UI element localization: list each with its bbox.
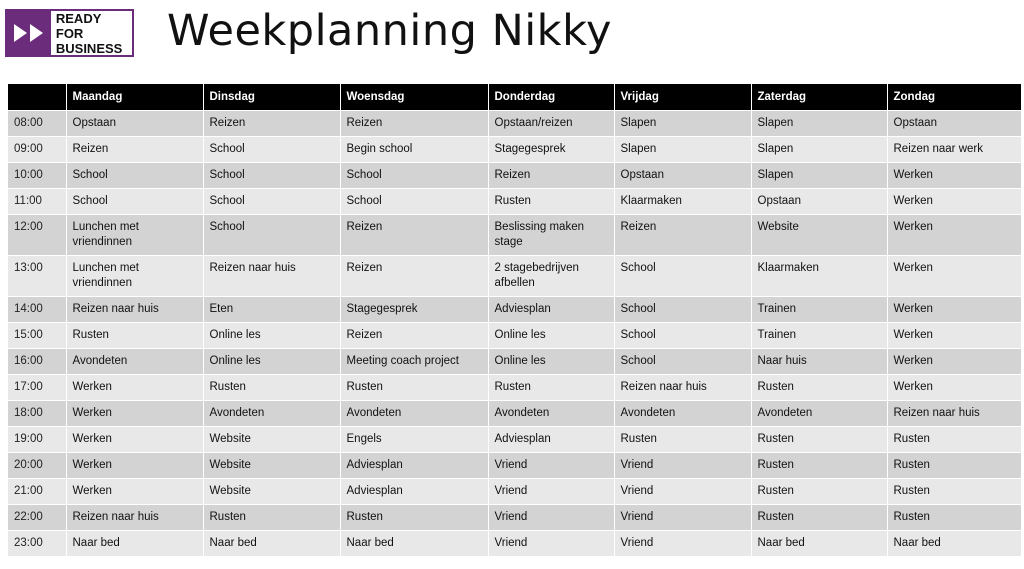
activity-cell: Reizen xyxy=(488,163,614,189)
activity-cell: School xyxy=(66,189,203,215)
activity-cell: Website xyxy=(203,479,340,505)
activity-cell: Naar bed xyxy=(751,531,887,557)
activity-cell: Trainen xyxy=(751,297,887,323)
activity-cell: School xyxy=(203,163,340,189)
activity-cell: Reizen xyxy=(340,323,488,349)
header-woensdag: Woensdag xyxy=(340,84,488,111)
table-row xyxy=(8,137,1021,163)
table-row xyxy=(8,189,1021,215)
activity-cell: Rusten xyxy=(887,505,1021,531)
activity-cell: Vriend xyxy=(488,531,614,557)
activity-cell: Werken xyxy=(887,297,1021,323)
activity-cell: Werken xyxy=(887,323,1021,349)
activity-cell: Rusten xyxy=(887,427,1021,453)
table-row xyxy=(8,163,1021,189)
header-zaterdag: Zaterdag xyxy=(751,84,887,111)
activity-cell: School xyxy=(614,256,751,297)
activity-cell: Rusten xyxy=(751,453,887,479)
activity-cell: Naar bed xyxy=(887,531,1021,557)
activity-cell: Werken xyxy=(887,349,1021,375)
activity-cell: Opstaan xyxy=(887,111,1021,137)
header-donderdag: Donderdag xyxy=(488,84,614,111)
activity-cell: School xyxy=(614,349,751,375)
table-row xyxy=(8,505,1021,531)
page-title: Weekplanning Nikky xyxy=(167,6,612,56)
activity-cell: Opstaan xyxy=(751,189,887,215)
activity-cell: Werken xyxy=(887,163,1021,189)
activity-cell: Naar bed xyxy=(340,531,488,557)
table-row xyxy=(8,401,1021,427)
header-dinsdag: Dinsdag xyxy=(203,84,340,111)
activity-cell: Naar huis xyxy=(751,349,887,375)
activity-cell: Rusten xyxy=(488,189,614,215)
activity-cell: School xyxy=(203,189,340,215)
time-cell: 16:00 xyxy=(8,349,66,375)
table-row xyxy=(8,215,1021,256)
table-header-row xyxy=(8,84,1021,111)
activity-cell: Vriend xyxy=(614,479,751,505)
activity-cell: Adviesplan xyxy=(488,297,614,323)
activity-cell: Slapen xyxy=(751,163,887,189)
activity-cell: Reizen naar huis xyxy=(203,256,340,297)
activity-cell: Werken xyxy=(887,189,1021,215)
time-cell: 09:00 xyxy=(8,137,66,163)
header-vrijdag: Vrijdag xyxy=(614,84,751,111)
logo xyxy=(5,9,134,57)
activity-cell: Werken xyxy=(887,215,1021,256)
table-row xyxy=(8,349,1021,375)
activity-cell: 2 stagebedrijven afbellen xyxy=(488,256,614,297)
header-zondag: Zondag xyxy=(887,84,1021,111)
activity-cell: Website xyxy=(203,453,340,479)
activity-cell: Vriend xyxy=(488,505,614,531)
activity-cell: School xyxy=(340,163,488,189)
time-cell: 11:00 xyxy=(8,189,66,215)
activity-cell: Rusten xyxy=(614,427,751,453)
activity-cell: Vriend xyxy=(614,453,751,479)
activity-cell: Reizen xyxy=(203,111,340,137)
activity-cell: Slapen xyxy=(751,137,887,163)
activity-cell: Lunchen met vriendinnen xyxy=(66,215,203,256)
activity-cell: Avondeten xyxy=(203,401,340,427)
time-cell: 22:00 xyxy=(8,505,66,531)
time-cell: 20:00 xyxy=(8,453,66,479)
table-row xyxy=(8,479,1021,505)
activity-cell: Rusten xyxy=(751,375,887,401)
activity-cell: Rusten xyxy=(66,323,203,349)
activity-cell: Werken xyxy=(887,375,1021,401)
activity-cell: Trainen xyxy=(751,323,887,349)
activity-cell: Reizen naar huis xyxy=(887,401,1021,427)
activity-cell: Vriend xyxy=(614,505,751,531)
time-cell: 19:00 xyxy=(8,427,66,453)
activity-cell: Werken xyxy=(887,256,1021,297)
activity-cell: Adviesplan xyxy=(340,453,488,479)
table-row xyxy=(8,375,1021,401)
activity-cell: Meeting coach project xyxy=(340,349,488,375)
activity-cell: School xyxy=(203,215,340,256)
activity-cell: Opstaan/reizen xyxy=(488,111,614,137)
activity-cell: Slapen xyxy=(751,111,887,137)
activity-cell: Reizen xyxy=(340,256,488,297)
activity-cell: Reizen xyxy=(614,215,751,256)
activity-cell: School xyxy=(203,137,340,163)
header-maandag: Maandag xyxy=(66,84,203,111)
activity-cell: Adviesplan xyxy=(340,479,488,505)
activity-cell: Rusten xyxy=(488,375,614,401)
activity-cell: Rusten xyxy=(751,479,887,505)
activity-cell: Werken xyxy=(66,401,203,427)
activity-cell: Adviesplan xyxy=(488,427,614,453)
activity-cell: Opstaan xyxy=(66,111,203,137)
time-cell: 08:00 xyxy=(8,111,66,137)
table-row xyxy=(8,256,1021,297)
activity-cell: Beslissing maken stage xyxy=(488,215,614,256)
table-row xyxy=(8,323,1021,349)
activity-cell: Stagegesprek xyxy=(340,297,488,323)
activity-cell: Online les xyxy=(488,323,614,349)
activity-cell: Rusten xyxy=(203,505,340,531)
activity-cell: Reizen naar huis xyxy=(66,505,203,531)
activity-cell: Reizen xyxy=(340,215,488,256)
time-cell: 18:00 xyxy=(8,401,66,427)
activity-cell: Online les xyxy=(203,323,340,349)
activity-cell: Stagegesprek xyxy=(488,137,614,163)
time-cell: 15:00 xyxy=(8,323,66,349)
activity-cell: Avondeten xyxy=(751,401,887,427)
activity-cell: Rusten xyxy=(887,453,1021,479)
activity-cell: Vriend xyxy=(614,531,751,557)
time-cell: 10:00 xyxy=(8,163,66,189)
activity-cell: Klaarmaken xyxy=(751,256,887,297)
activity-cell: Rusten xyxy=(340,505,488,531)
activity-cell: Avondeten xyxy=(66,349,203,375)
activity-cell: Vriend xyxy=(488,453,614,479)
fast-forward-icon xyxy=(7,11,51,55)
table-row xyxy=(8,297,1021,323)
activity-cell: Reizen xyxy=(66,137,203,163)
activity-cell: School xyxy=(340,189,488,215)
activity-cell: Website xyxy=(203,427,340,453)
logo-text: READY FOR BUSINESS xyxy=(55,10,123,56)
header-time xyxy=(8,84,66,111)
week-planning-table xyxy=(8,84,1022,556)
activity-cell: Werken xyxy=(66,427,203,453)
activity-cell: School xyxy=(614,297,751,323)
activity-cell: Werken xyxy=(66,453,203,479)
activity-cell: Website xyxy=(751,215,887,256)
activity-cell: Opstaan xyxy=(614,163,751,189)
time-cell: 13:00 xyxy=(8,256,66,297)
activity-cell: Rusten xyxy=(751,427,887,453)
activity-cell: Lunchen met vriendinnen xyxy=(66,256,203,297)
activity-cell: Reizen naar werk xyxy=(887,137,1021,163)
activity-cell: Rusten xyxy=(887,479,1021,505)
time-cell: 23:00 xyxy=(8,531,66,557)
activity-cell: Rusten xyxy=(751,505,887,531)
table-body xyxy=(8,111,1021,557)
activity-cell: Rusten xyxy=(340,375,488,401)
time-cell: 17:00 xyxy=(8,375,66,401)
activity-cell: Avondeten xyxy=(488,401,614,427)
time-cell: 12:00 xyxy=(8,215,66,256)
activity-cell: Reizen naar huis xyxy=(66,297,203,323)
activity-cell: Slapen xyxy=(614,111,751,137)
activity-cell: Reizen xyxy=(340,111,488,137)
table-row xyxy=(8,453,1021,479)
activity-cell: Online les xyxy=(488,349,614,375)
activity-cell: Rusten xyxy=(203,375,340,401)
table-row xyxy=(8,427,1021,453)
activity-cell: Begin school xyxy=(340,137,488,163)
time-cell: 14:00 xyxy=(8,297,66,323)
activity-cell: School xyxy=(614,323,751,349)
activity-cell: Vriend xyxy=(488,479,614,505)
activity-cell: Klaarmaken xyxy=(614,189,751,215)
activity-cell: Werken xyxy=(66,375,203,401)
activity-cell: Avondeten xyxy=(614,401,751,427)
activity-cell: Naar bed xyxy=(66,531,203,557)
activity-cell: Online les xyxy=(203,349,340,375)
activity-cell: Reizen naar huis xyxy=(614,375,751,401)
activity-cell: Slapen xyxy=(614,137,751,163)
activity-cell: Werken xyxy=(66,479,203,505)
time-cell: 21:00 xyxy=(8,479,66,505)
activity-cell: Avondeten xyxy=(340,401,488,427)
activity-cell: Eten xyxy=(203,297,340,323)
activity-cell: Engels xyxy=(340,427,488,453)
activity-cell: Naar bed xyxy=(203,531,340,557)
table-row xyxy=(8,531,1021,557)
table-row xyxy=(8,111,1021,137)
activity-cell: School xyxy=(66,163,203,189)
